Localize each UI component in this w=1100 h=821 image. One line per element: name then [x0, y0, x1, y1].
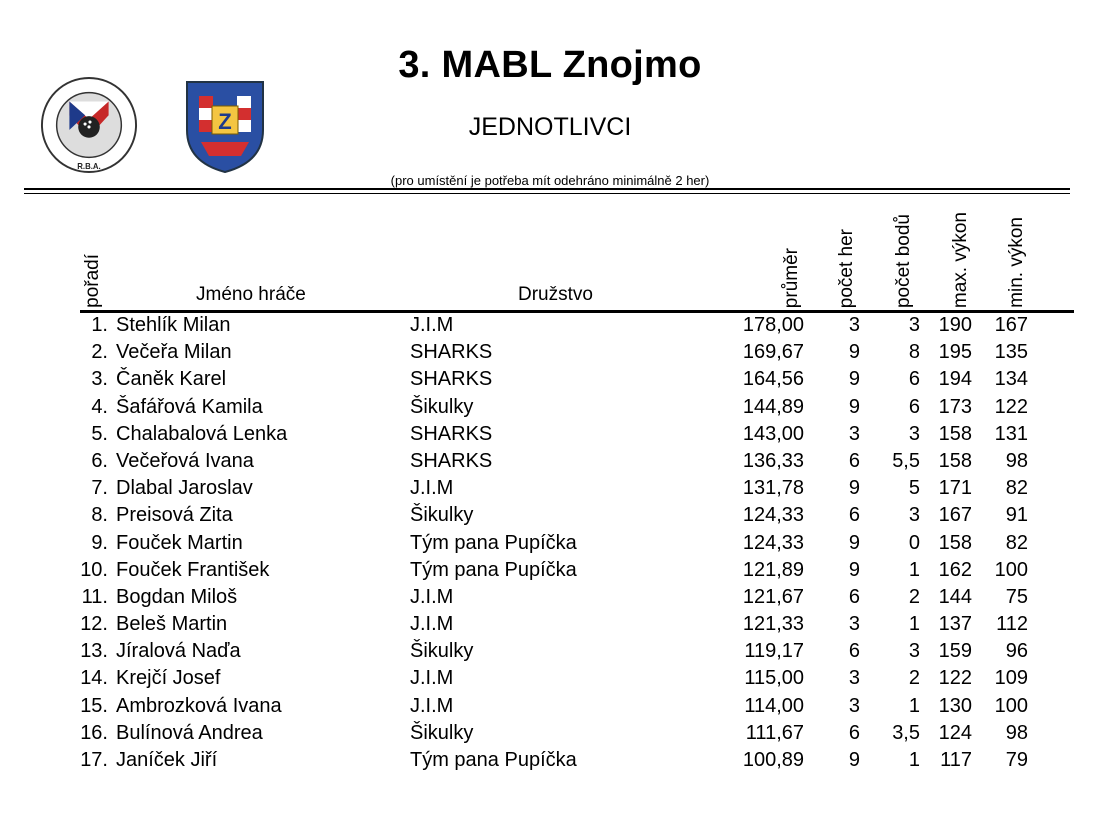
player-name-cell: Chalabalová Lenka: [116, 422, 288, 445]
player-name-cell: Jíralová Naďa: [116, 640, 241, 663]
table-row: [0, 394, 1100, 421]
player-name-cell: Bogdan Miloš: [116, 585, 238, 608]
table-row: [0, 720, 1100, 747]
max-cell: 117: [940, 749, 972, 771]
table-row: [0, 747, 1100, 774]
rank-cell: 11.: [81, 585, 108, 608]
team-cell: J.I.M: [410, 477, 454, 500]
rank-cell: 1.: [91, 314, 108, 336]
player-name-cell: Fouček Martin: [116, 531, 243, 554]
points-cell: 6: [908, 395, 920, 418]
col-max-header: max. výkon: [950, 211, 971, 308]
max-cell: 171: [938, 477, 972, 500]
games-cell: 6: [848, 585, 860, 608]
page-subtitle: JEDNOTLIVCI: [468, 113, 632, 141]
player-name-cell: Preisová Zita: [116, 504, 233, 527]
min-cell: 100: [994, 694, 1028, 717]
average-cell: 136,33: [742, 449, 804, 472]
average-cell: 111,67: [745, 721, 804, 744]
team-cell: Šikulky: [410, 640, 474, 663]
rank-cell: 13.: [80, 640, 108, 663]
average-cell: 114,00: [744, 694, 804, 717]
min-cell: 98: [1005, 721, 1028, 744]
games-cell: 6: [848, 721, 860, 744]
rank-cell: 8.: [91, 504, 108, 527]
average-cell: 178,00: [742, 314, 804, 336]
points-cell: 3: [908, 314, 920, 336]
table-row: [0, 448, 1100, 475]
col-avg-header: průměr: [781, 247, 802, 308]
table-row: [0, 665, 1100, 692]
col-games-header: počet her: [836, 228, 857, 308]
games-cell: 3: [848, 694, 860, 717]
player-name-cell: Fouček František: [116, 558, 270, 581]
points-cell: 1: [908, 558, 920, 581]
table-row: [0, 638, 1100, 665]
games-cell: 6: [848, 640, 860, 663]
player-name-cell: Dlabal Jaroslav: [116, 477, 253, 500]
player-name-cell: Večeřa Milan: [116, 341, 232, 364]
max-cell: 190: [938, 314, 972, 336]
average-cell: 121,33: [742, 613, 804, 636]
qualification-note: (pro umístění je potřeba mít odehráno minimálně 2 her): [390, 173, 710, 188]
min-cell: 122: [994, 395, 1028, 418]
table-row: [0, 366, 1100, 393]
points-cell: 3: [908, 640, 920, 663]
points-cell: 3: [908, 504, 920, 527]
points-cell: 3,5: [892, 721, 920, 744]
max-cell: 122: [938, 667, 972, 690]
games-cell: 9: [848, 395, 860, 418]
max-cell: 137: [938, 613, 972, 636]
min-cell: 112: [996, 613, 1028, 636]
col-min-header: min. výkon: [1006, 217, 1027, 308]
player-name-cell: Stehlík Milan: [116, 314, 231, 336]
games-cell: 9: [848, 477, 860, 500]
points-cell: 6: [908, 368, 920, 391]
min-cell: 131: [994, 422, 1028, 445]
min-cell: 82: [1005, 531, 1028, 554]
team-cell: SHARKS: [410, 368, 493, 391]
rank-cell: 16.: [80, 721, 108, 744]
min-cell: 79: [1005, 749, 1028, 771]
team-cell: Šikulky: [410, 721, 474, 744]
team-cell: SHARKS: [410, 341, 493, 364]
rank-cell: 17.: [80, 749, 108, 771]
min-cell: 98: [1005, 449, 1028, 472]
games-cell: 3: [848, 422, 860, 445]
page-title: 3. MABL Znojmo: [398, 44, 702, 86]
team-cell: J.I.M: [410, 314, 454, 336]
max-cell: 173: [938, 395, 972, 418]
team-cell: J.I.M: [410, 585, 454, 608]
min-cell: 91: [1005, 504, 1028, 527]
average-cell: 169,67: [742, 341, 804, 364]
max-cell: 194: [938, 368, 972, 391]
svg-text:R.B.A.: R.B.A.: [77, 162, 101, 172]
col-name-header: Jméno hráče: [196, 284, 306, 305]
average-cell: 131,78: [742, 477, 804, 500]
player-name-cell: Čaněk Karel: [116, 368, 227, 391]
points-cell: 8: [908, 341, 920, 364]
player-name-cell: Šafářová Kamila: [116, 395, 263, 418]
average-cell: 100,89: [742, 749, 804, 771]
min-cell: 134: [994, 368, 1028, 391]
team-cell: Tým pana Pupíčka: [410, 531, 577, 554]
team-cell: Šikulky: [410, 504, 474, 527]
team-cell: J.I.M: [410, 694, 454, 717]
max-cell: 130: [938, 694, 972, 717]
min-cell: 96: [1005, 640, 1028, 663]
table-row: [0, 584, 1100, 611]
team-cell: Tým pana Pupíčka: [410, 558, 577, 581]
player-name-cell: Ambrozková Ivana: [116, 694, 282, 717]
col-rank-header: pořadí: [82, 254, 103, 308]
team-cell: Tým pana Pupíčka: [410, 749, 577, 771]
max-cell: 158: [938, 531, 972, 554]
rank-cell: 12.: [80, 613, 108, 636]
games-cell: 3: [848, 314, 860, 336]
games-cell: 9: [848, 558, 860, 581]
player-name-cell: Beleš Martin: [116, 613, 228, 636]
table-row: [0, 502, 1100, 529]
max-cell: 158: [938, 449, 972, 472]
max-cell: 158: [938, 422, 972, 445]
col-points-header: počet bodů: [893, 213, 914, 308]
col-team-header: Družstvo: [518, 284, 593, 305]
team-cell: J.I.M: [410, 613, 454, 636]
team-cell: SHARKS: [410, 422, 493, 445]
min-cell: 109: [994, 667, 1028, 690]
double-rule: [24, 188, 1070, 194]
table-row: [0, 557, 1100, 584]
svg-text:Z: Z: [218, 109, 232, 134]
games-cell: 6: [848, 504, 860, 527]
table-row: [0, 312, 1100, 339]
games-cell: 9: [848, 368, 860, 391]
games-cell: 3: [848, 613, 860, 636]
average-cell: 124,33: [742, 504, 804, 527]
games-cell: 6: [848, 449, 860, 472]
rank-cell: 6.: [91, 449, 108, 472]
points-cell: 1: [908, 749, 920, 771]
rank-cell: 14.: [80, 667, 108, 690]
rank-cell: 4.: [91, 395, 108, 418]
table-row: [0, 611, 1100, 638]
points-cell: 3: [908, 422, 920, 445]
player-name-cell: Bulínová Andrea: [116, 721, 263, 744]
max-cell: 162: [938, 558, 972, 581]
table-row: [0, 339, 1100, 366]
points-cell: 2: [908, 667, 920, 690]
rank-cell: 3.: [91, 368, 108, 391]
rank-cell: 5.: [91, 422, 108, 445]
min-cell: 167: [994, 314, 1028, 336]
min-cell: 135: [994, 341, 1028, 364]
rank-cell: 2.: [91, 341, 108, 364]
min-cell: 100: [994, 558, 1028, 581]
rank-cell: 15.: [80, 694, 108, 717]
average-cell: 124,33: [742, 531, 804, 554]
average-cell: 164,56: [742, 368, 804, 391]
average-cell: 143,00: [742, 422, 804, 445]
points-cell: 0: [908, 531, 920, 554]
team-cell: J.I.M: [410, 667, 454, 690]
max-cell: 195: [938, 341, 972, 364]
table-row: [0, 530, 1100, 557]
max-cell: 167: [938, 504, 972, 527]
team-cell: SHARKS: [410, 449, 493, 472]
player-name-cell: Krejčí Josef: [116, 667, 221, 690]
points-cell: 5,5: [892, 449, 920, 472]
standings-table: [0, 312, 1100, 774]
games-cell: 9: [848, 341, 860, 364]
average-cell: 144,89: [742, 395, 804, 418]
player-name-cell: Janíček Jiří: [116, 749, 218, 771]
team-cell: Šikulky: [410, 395, 474, 418]
max-cell: 144: [938, 585, 972, 608]
points-cell: 5: [908, 477, 920, 500]
max-cell: 159: [938, 640, 972, 663]
table-row: [0, 475, 1100, 502]
points-cell: 2: [908, 585, 920, 608]
table-row: [0, 693, 1100, 720]
min-cell: 82: [1005, 477, 1028, 500]
rank-cell: 9.: [91, 531, 108, 554]
rank-cell: 10.: [80, 558, 108, 581]
max-cell: 124: [938, 721, 972, 744]
min-cell: 75: [1005, 585, 1028, 608]
average-cell: 119,17: [744, 640, 804, 663]
games-cell: 9: [848, 531, 860, 554]
player-name-cell: Večeřová Ivana: [116, 449, 254, 472]
games-cell: 9: [848, 749, 860, 771]
average-cell: 115,00: [744, 667, 804, 690]
average-cell: 121,89: [742, 558, 804, 581]
average-cell: 121,67: [742, 585, 804, 608]
points-cell: 1: [908, 613, 920, 636]
rank-cell: 7.: [91, 477, 108, 500]
table-row: [0, 421, 1100, 448]
points-cell: 1: [908, 694, 920, 717]
games-cell: 3: [848, 667, 860, 690]
